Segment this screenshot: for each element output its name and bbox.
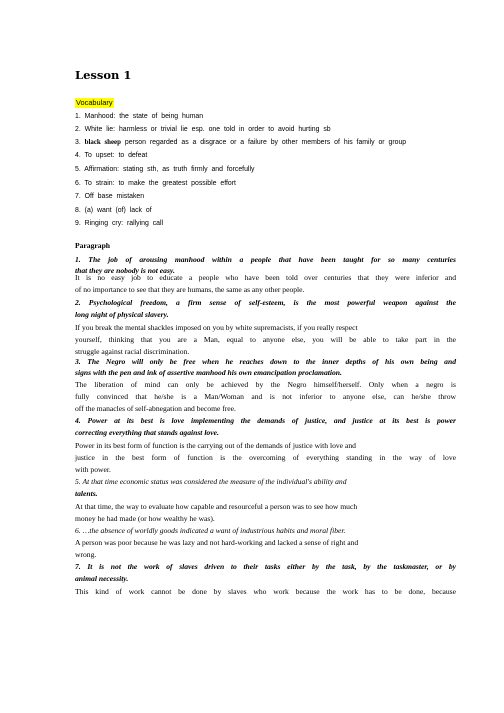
explanation-line: wrong.: [75, 550, 97, 559]
explanation-line: If you break the mental shackles imposed on you by white supremacists, if you really respect: [75, 323, 358, 332]
paragraph-heading: Paragraph: [75, 241, 111, 250]
quote-line: 6. …the absence of worldly goods indicated a want of industrious habits and moral fiber.: [75, 526, 346, 535]
vocab-item: [75, 192, 465, 202]
vocab-num: 2.: [75, 126, 81, 133]
vocab-term: Manhood:: [84, 113, 116, 120]
explanation-line: with power.: [75, 465, 111, 474]
vocab-term: Ringing cry:: [84, 220, 124, 227]
vocab-definition: rallying call: [126, 220, 164, 227]
vocab-item: [75, 165, 465, 175]
lesson-title: Lesson 1: [75, 68, 132, 82]
quote-line: signs with the pen and ink of assertive manhood his own emancipation proclamation.: [75, 368, 342, 377]
vocab-num: 4.: [75, 152, 81, 159]
explanation-line: This kind of work cannot be done by slaves who work because the work has to be done, because: [75, 587, 456, 596]
explanation-line: fully convinced that he/she is a Man/Woman and is not inferior to anyone else, can he/she throw: [75, 392, 456, 401]
quote-line: correcting everything that stands against love.: [75, 428, 219, 437]
vocabulary-heading: Vocabulary: [76, 98, 113, 107]
vocab-definition: lack of: [129, 207, 152, 214]
explanation-line: struggle against racial discrimination.: [75, 347, 190, 356]
explanation-line: money he had made (or how wealthy he was).: [75, 514, 215, 523]
quote-line: 7. It is not the work of slaves driven to their tasks either by the task, by the taskmaster, or by: [75, 562, 456, 571]
vocab-term: To strain:: [84, 180, 115, 187]
vocab-definition: the state of being human: [119, 113, 204, 120]
quote-line: 2. Psychological freedom, a firm sense of self-esteem, is the most powerful weapon against the: [75, 298, 456, 307]
explanation-line: justice in the best form of function is the overcoming of everything standing in the way of love: [75, 453, 456, 462]
quote-line: that they are nobody is not easy.: [75, 266, 175, 275]
vocab-num: 6.: [75, 180, 81, 187]
vocab-term: To upset:: [84, 152, 115, 159]
explanation-line: At that time, the way to evaluate how capable and resourceful a person was to see how much: [75, 502, 358, 511]
vocab-num: 9.: [75, 220, 81, 227]
vocab-definition: stating sth, as truth firmly and forcefully: [122, 166, 255, 173]
vocab-term: Off base: [84, 193, 113, 200]
explanation-line: It is no easy job to educate a people who have been told over centuries that they were inferior and: [75, 273, 456, 282]
vocab-term: White lie:: [84, 126, 116, 133]
quote-line: talents.: [75, 489, 98, 498]
vocab-definition: harmless or trivial lie esp. one told in order to avoid hurting sb: [118, 126, 331, 133]
vocab-num: 1.: [75, 113, 81, 120]
vocab-term: Affirmation:: [84, 166, 120, 173]
vocab-item: [75, 125, 465, 135]
vocab-num: 3.: [75, 139, 81, 146]
vocab-item: [75, 179, 465, 189]
vocab-definition: person regarded as a disgrace or a failure by other members of his family or group: [124, 139, 407, 146]
explanation-line: The liberation of mind can only be achieved by the Negro himself/herself. Only when a negro is: [75, 380, 456, 389]
vocab-definition: to make the greatest possible effort: [118, 180, 236, 187]
explanation-line: A person was poor because he was lazy and not hard-working and lacked a sense of right and: [75, 538, 359, 547]
quote-line: 5. At that time economic status was considered the measure of the individual's ability and: [75, 477, 347, 486]
quote-line: 3. The Negro will only be free when he reaches down to the inner depths of his own being and: [75, 357, 456, 366]
vocab-item: [75, 206, 465, 216]
vocab-item: [75, 151, 465, 161]
vocab-term: black sheep: [84, 139, 121, 146]
quote-line: 1. The job of arousing manhood within a people that have been taught for so many centuries: [75, 255, 456, 264]
vocab-num: 7.: [75, 193, 81, 200]
quote-line: 4. Power at its best is love implementing the demands of justice, and justice at its best is power: [75, 416, 456, 425]
vocab-num: 8.: [75, 207, 81, 214]
explanation-line: off the manacles of self-abnegation and become free.: [75, 404, 236, 413]
quote-line: animal necessity.: [75, 574, 129, 583]
explanation-line: yourself, thinking that you are a Man, equal to anyone else, you will be able to take part in the: [75, 335, 456, 344]
vocab-num: 5.: [75, 166, 81, 173]
vocab-item: [75, 112, 465, 122]
vocab-term: (a) want (of): [84, 207, 126, 214]
vocab-definition: to defeat: [118, 152, 148, 159]
vocab-definition: mistaken: [116, 193, 145, 200]
vocab-item: [75, 138, 465, 148]
explanation-line: Power in its best form of function is the carrying out of the demands of justice with love and: [75, 441, 356, 450]
explanation-line: of no importance to see that they are humans, the same as any other people.: [75, 285, 305, 294]
quote-line: long night of physical slavery.: [75, 310, 169, 319]
vocab-item: [75, 219, 465, 229]
